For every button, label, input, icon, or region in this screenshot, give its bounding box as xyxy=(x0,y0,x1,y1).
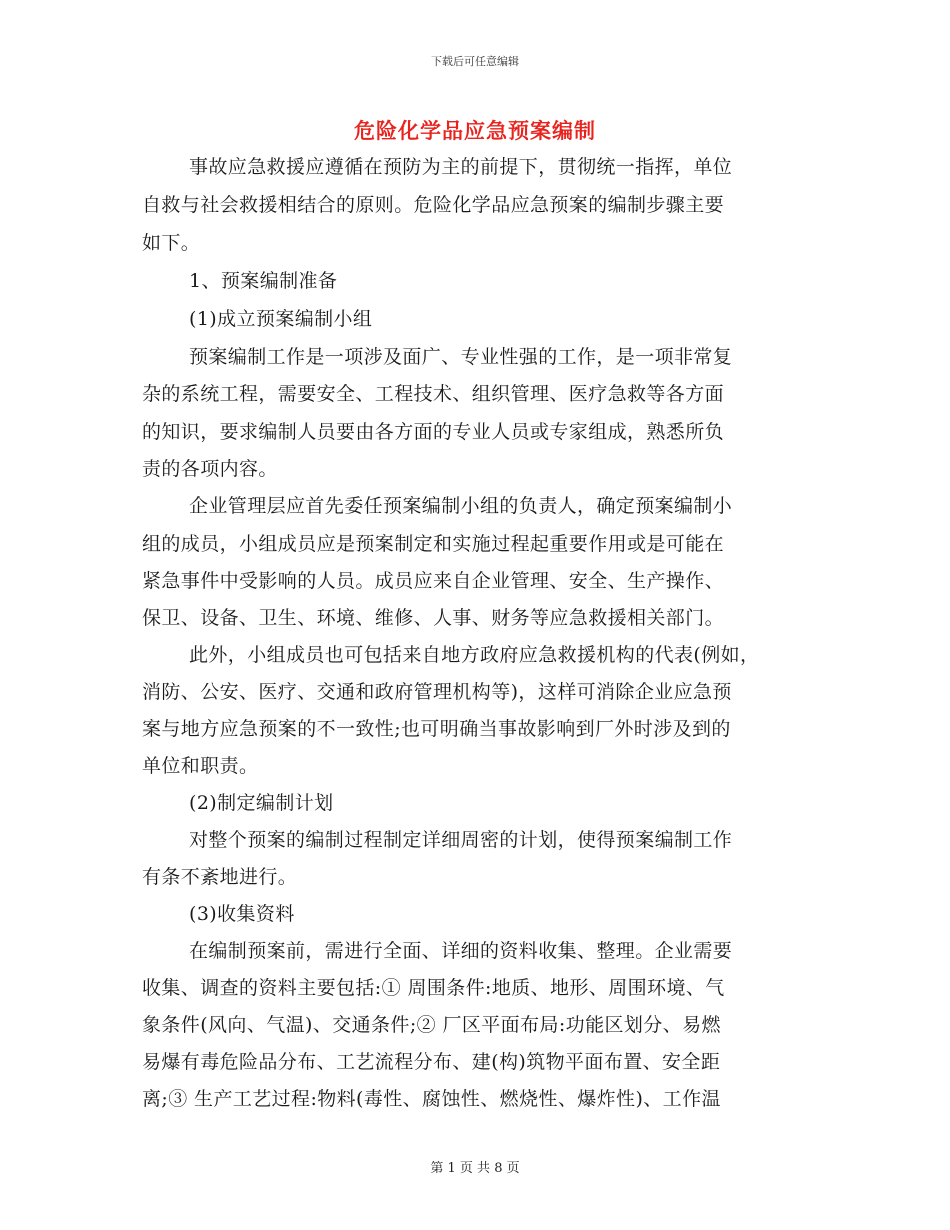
body-line: 象条件(风向、气温)、交通条件;② 厂区平面布局:功能区划分、易燃 xyxy=(142,1014,721,1036)
section-heading: 1、预案编制准备 xyxy=(189,270,338,292)
body-line: 责的各项内容。 xyxy=(142,458,278,480)
page-title: 危险化学品应急预案编制 xyxy=(354,118,596,143)
body-line: 紧急事件中受影响的人员。成员应来自企业管理、安全、生产操作、 xyxy=(142,570,725,592)
body-line: 此外，小组成员也可包括来自地方政府应急救援机构的代表(例如， xyxy=(189,644,760,666)
header-note: 下载后可任意编辑 xyxy=(431,55,519,68)
body-line: 事故应急救援应遵循在预防为主的前提下，贯彻统一指挥，单位 xyxy=(189,156,733,178)
body-line: 如下。 xyxy=(142,232,201,254)
body-line: 组的成员，小组成员应是预案制定和实施过程起重要作用或是可能在 xyxy=(142,533,725,555)
body-line: 案与地方应急预案的不一致性;也可明确当事故影响到厂外时涉及到的 xyxy=(142,718,731,740)
body-line: 的知识，要求编制人员要由各方面的专业人员或专家组成，熟悉所负 xyxy=(142,421,725,443)
body-line: 离;③ 生产工艺过程:物料(毒性、腐蚀性、燃烧性、爆炸性)、工作温 xyxy=(142,1088,721,1110)
body-line: 易爆有毒危险品分布、工艺流程分布、建(构)筑物平面布置、安全距 xyxy=(142,1051,721,1073)
body-line: 对整个预案的编制过程制定详细周密的计划，使得预案编制工作 xyxy=(189,829,733,851)
body-line: 消防、公安、医疗、交通和政府管理机构等)，这样可消除企业应急预 xyxy=(142,681,732,703)
body-line: 在编制预案前，需进行全面、详细的资料收集、整理。企业需要 xyxy=(189,940,733,962)
subsection-heading: (1)成立预案编制小组 xyxy=(189,308,373,330)
body-line: 单位和职责。 xyxy=(142,755,259,777)
body-line: 保卫、设备、卫生、环境、维修、人事、财务等应急救援相关部门。 xyxy=(142,607,725,629)
body-line: 杂的系统工程，需要安全、工程技术、组织管理、医疗急救等各方面 xyxy=(142,383,725,405)
body-line: 收集、调查的资料主要包括:① 周围条件:地质、地形、周围环境、气 xyxy=(142,977,725,999)
subsection-heading: (2)制定编制计划 xyxy=(189,792,334,814)
body-line: 预案编制工作是一项涉及面广、专业性强的工作，是一项非常复 xyxy=(189,346,733,368)
body-line: 有条不紊地进行。 xyxy=(142,866,298,888)
body-line: 企业管理层应首先委任预案编制小组的负责人，确定预案编制小 xyxy=(189,495,733,517)
page-footer: 第 1 页 共 8 页 xyxy=(430,1161,520,1176)
subsection-heading: (3)收集资料 xyxy=(189,903,295,925)
body-line: 自救与社会救援相结合的原则。危险化学品应急预案的编制步骤主要 xyxy=(142,194,725,216)
